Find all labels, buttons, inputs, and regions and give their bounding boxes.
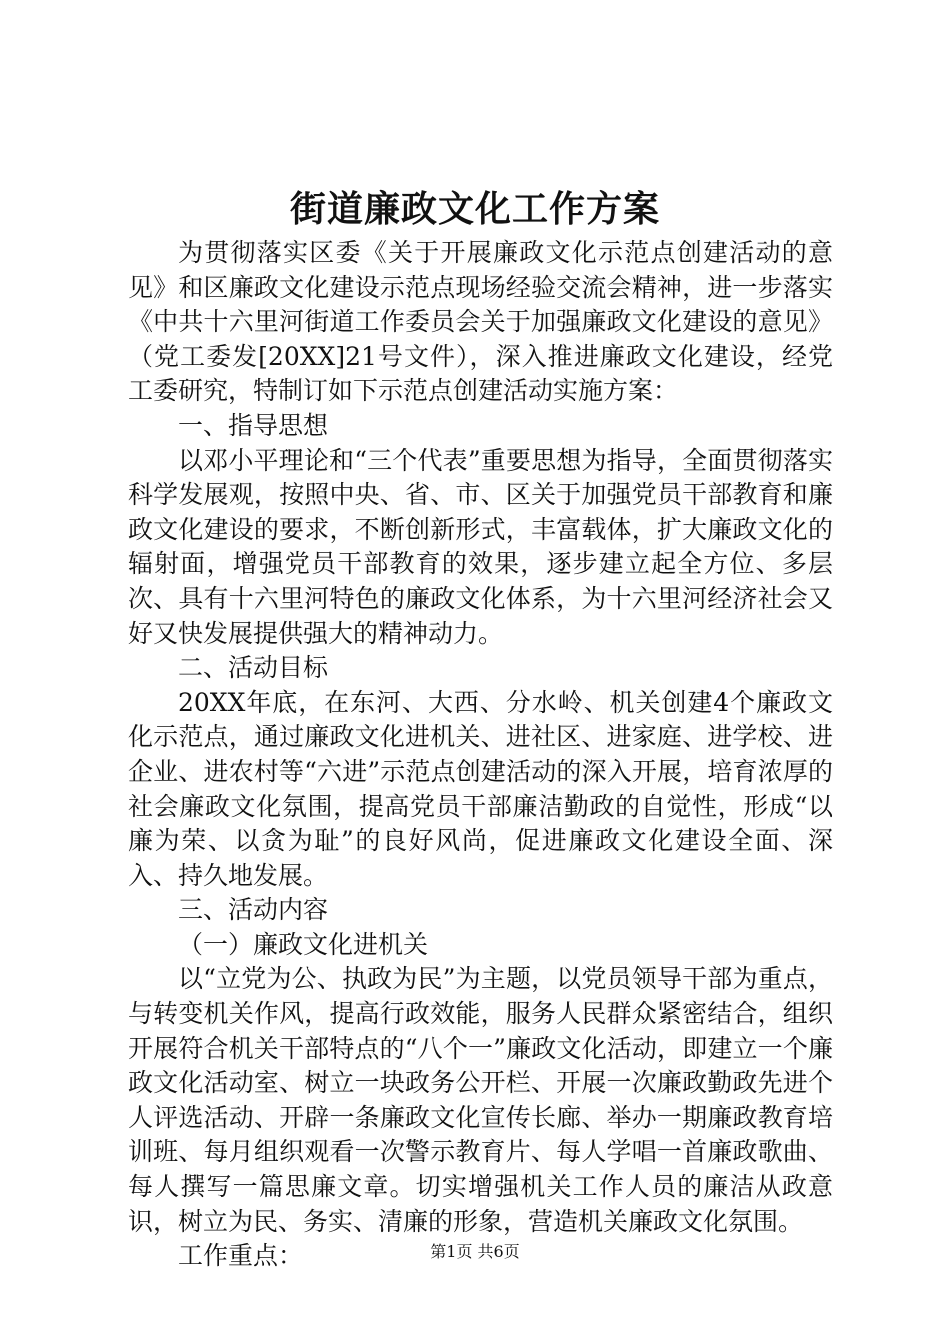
section-heading-activity-content: 三、活动内容 <box>178 895 329 925</box>
agencies-paragraph: 以“立党为公、执政为民”为主题，以党员领导干部为重点，与转变机关作风，提高行政效能，服务人民群众紧密结合，组织开展符合机关干部特点的“八个一”廉政文化活动，即建立一个廉政文化活动室、树立一块政务公开栏、开展一次廉政勤政先进个人评选活动、开辟一条廉政文化宣传长廊、举办一期廉政教育培训班、每月组织观看一次警示教育片、每人学唱一首廉政歌曲、每人撰写一篇思廉文章。切实增强机关工作人员的廉洁从政意识，树立为民、务实、清廉的形象，营造机关廉政文化氛围。 <box>128 964 833 1236</box>
guiding-thought-paragraph: 以邓小平理论和“三个代表”重要思想为指导，全面贯彻落实科学发展观，按照中央、省、市、区关于加强党员干部教育和廉政文化建设的要求，不断创新形式，丰富载体，扩大廉政文化的辐射面，增强党员干部教育的效果，逐步建立起全方位、多层次、具有十六里河特色的廉政文化体系，为十六里河经济社会又好又快发展提供强大的精神动力。 <box>128 445 833 648</box>
document-title: 街道廉政文化工作方案 <box>289 188 660 230</box>
intro-paragraph: 为贯彻落实区委《关于开展廉政文化示范点创建活动的意见》和区廉政文化建设示范点现场经验交流会精神，进一步落实《中共十六里河街道工作委员会关于加强廉政文化建设的意见》（党工委发[20XX]21号文件），深入推进廉政文化建设，经党工委研究，特制订如下示范点创建活动实施方案： <box>128 238 833 406</box>
section-heading-guiding-thought: 一、指导思想 <box>178 410 329 440</box>
document-body <box>128 236 833 1274</box>
activity-goal-paragraph: 20XX年底，在东河、大西、分水岭、机关创建4个廉政文化示范点，通过廉政文化进机关、进社区、进家庭、进学校、进企业、进农村等“六进”示范点创建活动的深入开展，培育浓厚的社会廉政文化氛围，提高党员干部廉洁勤政的自觉性，形成“以廉为荣、以贪为耻”的良好风尚，促进廉政文化建设全面、深入、持久地发展。 <box>128 687 833 890</box>
page-number-footer: 第1页 共6页 <box>430 1242 520 1261</box>
section-heading-activity-goal: 二、活动目标 <box>178 653 329 683</box>
subsection-heading-agencies: （一）廉政文化进机关 <box>178 929 429 959</box>
work-focus-label: 工作重点： <box>178 1241 304 1271</box>
